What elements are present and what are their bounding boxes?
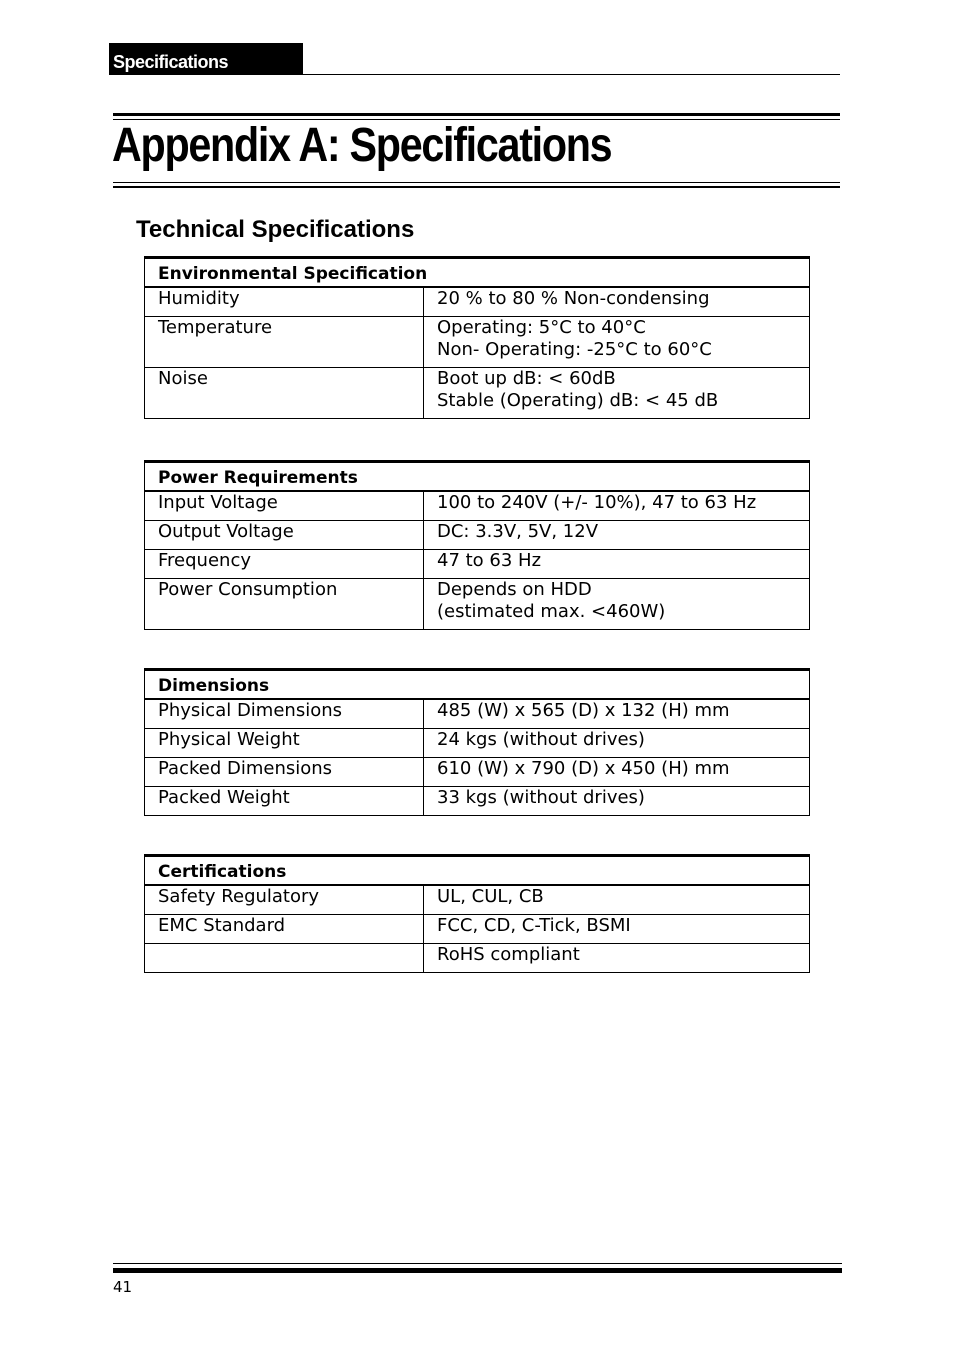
spec-value-line: 20 % to 80 % Non-condensing bbox=[437, 288, 710, 309]
title-rule-bottom-thin bbox=[113, 182, 840, 183]
spec-value-line: 47 to 63 Hz bbox=[437, 550, 542, 571]
spec-key: Temperature bbox=[145, 317, 424, 368]
spec-value bbox=[424, 885, 810, 915]
spec-value bbox=[424, 368, 810, 419]
section-heading: Technical Specifications bbox=[136, 216, 415, 243]
table-row bbox=[145, 699, 810, 729]
table-title: Certifications bbox=[145, 856, 810, 886]
spec-key: Frequency bbox=[145, 550, 424, 579]
spec-key: Output Voltage bbox=[145, 521, 424, 550]
running-header-tab bbox=[109, 43, 303, 75]
title-rule-top-thick bbox=[113, 113, 840, 116]
footer-rule-thin bbox=[113, 1263, 842, 1264]
spec-key: Safety Regulatory bbox=[145, 885, 424, 915]
table-row bbox=[145, 287, 810, 317]
spec-value bbox=[424, 944, 810, 973]
power-requirements-table bbox=[144, 460, 810, 630]
spec-value bbox=[424, 915, 810, 944]
spec-value bbox=[424, 287, 810, 317]
table-row bbox=[145, 579, 810, 630]
spec-value-line: Non- Operating: -25°C to 60°C bbox=[437, 339, 712, 360]
spec-value-line: UL, CUL, CB bbox=[437, 886, 544, 907]
spec-value-line: FCC, CD, C-Tick, BSMI bbox=[437, 915, 631, 936]
spec-value bbox=[424, 699, 810, 729]
spec-value-line: Stable (Operating) dB: < 45 dB bbox=[437, 390, 719, 411]
spec-value-line: RoHS compliant bbox=[437, 944, 580, 965]
spec-key: Noise bbox=[145, 368, 424, 419]
spec-value bbox=[424, 550, 810, 579]
table-row bbox=[145, 787, 810, 816]
spec-key: EMC Standard bbox=[145, 915, 424, 944]
table-row bbox=[145, 368, 810, 419]
table-row bbox=[145, 758, 810, 787]
spec-key: Physical Weight bbox=[145, 729, 424, 758]
spec-key: Humidity bbox=[145, 287, 424, 317]
spec-value bbox=[424, 787, 810, 816]
spec-value-line: Depends on HDD bbox=[437, 579, 592, 600]
table-row bbox=[145, 729, 810, 758]
spec-key: Packed Weight bbox=[145, 787, 424, 816]
spec-key: Packed Dimensions bbox=[145, 758, 424, 787]
table-row bbox=[145, 521, 810, 550]
spec-value bbox=[424, 491, 810, 521]
chapter-title: Appendix A: Specifications bbox=[112, 119, 612, 172]
environmental-spec-table bbox=[144, 256, 810, 419]
spec-key: Input Voltage bbox=[145, 491, 424, 521]
certifications-table bbox=[144, 854, 810, 973]
spec-value bbox=[424, 758, 810, 787]
spec-value-line: Boot up dB: < 60dB bbox=[437, 368, 616, 389]
dimensions-table bbox=[144, 668, 810, 816]
table-title: Power Requirements bbox=[145, 462, 810, 492]
spec-key bbox=[145, 944, 424, 973]
table-row bbox=[145, 944, 810, 973]
table-row bbox=[145, 885, 810, 915]
spec-value bbox=[424, 317, 810, 368]
spec-value-line: 33 kgs (without drives) bbox=[437, 787, 645, 808]
spec-value-line: 24 kgs (without drives) bbox=[437, 729, 645, 750]
spec-value-line: (estimated max. <460W) bbox=[437, 601, 666, 622]
spec-value-line: 485 (W) x 565 (D) x 132 (H) mm bbox=[437, 700, 730, 721]
running-header-label: Specifications bbox=[113, 52, 229, 72]
spec-key: Power Consumption bbox=[145, 579, 424, 630]
table-title: Environmental Specification bbox=[145, 258, 810, 288]
spec-value-line: DC: 3.3V, 5V, 12V bbox=[437, 521, 599, 542]
header-rule bbox=[303, 74, 840, 75]
title-rule-bottom-thick bbox=[113, 186, 840, 188]
spec-key: Physical Dimensions bbox=[145, 699, 424, 729]
spec-value-line: 610 (W) x 790 (D) x 450 (H) mm bbox=[437, 758, 730, 779]
spec-value-line: 100 to 240V (+/- 10%), 47 to 63 Hz bbox=[437, 492, 757, 513]
spec-value bbox=[424, 521, 810, 550]
table-title: Dimensions bbox=[145, 670, 810, 700]
table-row bbox=[145, 491, 810, 521]
table-row bbox=[145, 915, 810, 944]
table-row bbox=[145, 550, 810, 579]
table-row bbox=[145, 317, 810, 368]
spec-value bbox=[424, 729, 810, 758]
footer-rule-thick bbox=[113, 1268, 842, 1273]
spec-value bbox=[424, 579, 810, 630]
spec-value-line: Operating: 5°C to 40°C bbox=[437, 317, 646, 338]
page-number: 41 bbox=[113, 1278, 133, 1296]
